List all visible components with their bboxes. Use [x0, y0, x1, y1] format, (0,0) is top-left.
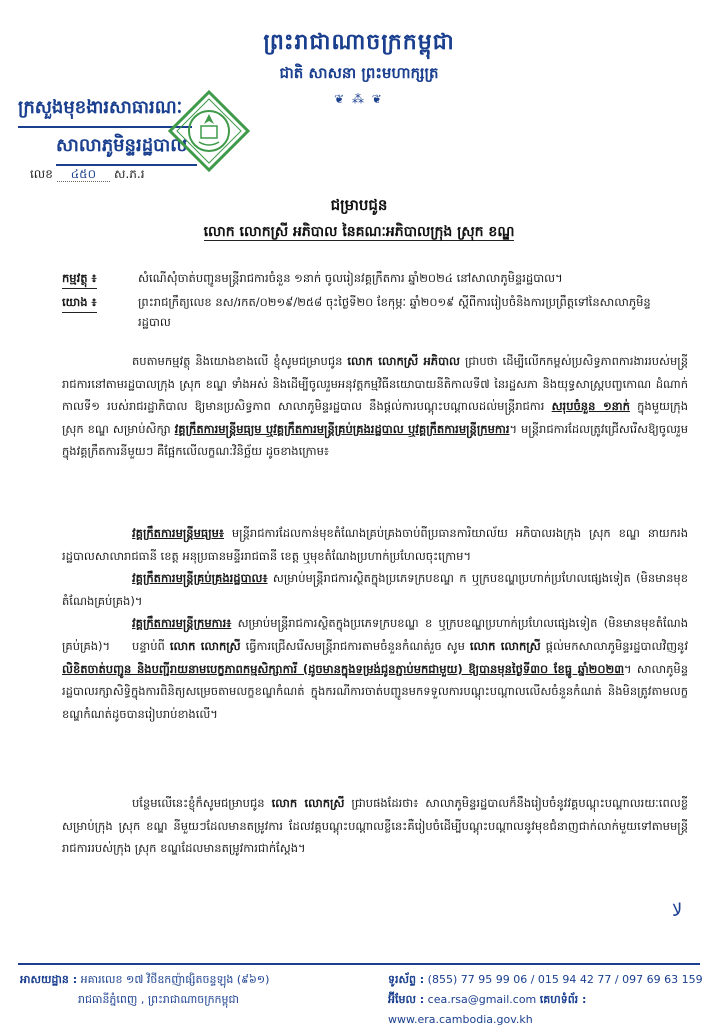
footer-contacts [388, 970, 718, 1030]
reference-number-line [30, 166, 145, 184]
subject-row [62, 268, 682, 288]
paragraph-short-course: បន្ថែមលើនេះខ្ញុំក៏សូមជម្រាបជូន លោក លោកស្រី ជ្រាបផងដែរថា៖ សាលាភូមិន្ទរដ្ឋបាលក៏នឹងរៀបចំនូវវគ្គបណ្ដុះបណ្ដាលរយៈពេលខ្លី សម្រាប់ក្រុង ស្រុក ខណ្ឌ នីមួយៗដែលមានតម្រូវការ ដែលវគ្គបណ្ដុះបណ្ដាលខ្លីនេះគឺរៀបចំដើម្បីបណ្ដុះបណ្ដាលនូវមុខជំនាញជាក់លាក់មួយទៅតាមមន្ត្រីរាជការរបស់ក្រុង ស្រុក ខណ្ឌដែលមានតម្រូវការជាក់ស្ដែង។ [62, 796, 688, 855]
paragraph-intro: តបតាមកម្មវត្ថុ និងយោងខាងលើ ខ្ញុំសូមជម្រាបជូន លោក លោកស្រី អភិបាល ជ្រាបថា ដើម្បីលើកកម្ពស់ប្រសិទ្ធភាពការងាររបស់មន្ត្រីរាជការនៅតាមរដ្ឋបាលក្រុង ស្រុក ខណ្ឌ ទាំងអស់ និងដើម្បីចូលរួមអនុវត្តកម្មវិធីនយោបាយនីតិកាលទី៧ នៃរដ្ឋសភា និងយុទ្ធសាស្ត្របញ្ចកោណ ដំណាក់កាលទី១ របស់រាជរដ្ឋាភិបាល ឱ្យមានប្រសិទ្ធភាព សាលាភូមិន្ទរដ្ឋបាល នឹងផ្ដល់ការបណ្ដុះបណ្ដាលដល់មន្ត្រីរាជការ សរុបចំនួន ១នាក់ ក្នុងមួយក្រុង ស្រុក ខណ្ឌ សម្រាប់សិក្សា វគ្គក្រឹតការមន្ត្រីមធ្យម ឬវគ្គក្រឹតការមន្ត្រីគ្រប់គ្រងរដ្ឋបាល ឬវគ្គក្រឹតការមន្ត្រីក្រមការ។ មន្ត្រីរាជការដែលត្រូវជ្រើសរើសឱ្យចូលរួមក្នុងវគ្គក្រឹតការនីមួយៗ គឺផ្អែកលើលក្ខណៈវិនិច្ឆ័យ ដូចខាងក្រោម៖ [62, 354, 689, 458]
national-motto: ជាតិ សាសនា ព្រះមហាក្សត្រ [279, 64, 439, 82]
subject-label: កម្មវត្ថុ ៖ [62, 268, 97, 289]
reference-row [62, 292, 682, 332]
ministry-name: ក្រសួងមុខងារសាធារណៈ [18, 90, 192, 128]
school-emblem-icon [168, 90, 250, 172]
address-label: អាសយដ្ឋាន : [20, 973, 78, 986]
ornament-divider-icon: ❦ ⁂ ❦ [334, 92, 384, 106]
subject-text: សំណើសុំចាត់បញ្ជូនមន្ត្រីរាជការចំនួន ១នាក់ ចូលរៀនវគ្គក្រឹតការ ឆ្នាំ២០២៤ នៅសាលាភូមិន្ទរដ្ឋបាល។ [138, 271, 563, 285]
addressee-salutation: ជម្រាបជូន [330, 196, 388, 214]
email-link[interactable]: cea.rsa@gmail.com [427, 993, 537, 1006]
criteria-item: វគ្គក្រឹតការមន្ត្រីគ្រប់គ្រងរដ្ឋបាល៖ សម្រាប់មន្ត្រីរាជការស្ថិតក្នុងប្រភេទក្របខណ្ឌ ក ឬក្របខណ្ឌប្រហាក់ប្រហែលផ្សេងទៀត (មិនមានមុខតំណែងគ្រប់គ្រង)។ [62, 571, 688, 608]
ref-prefix: លេខ [30, 167, 53, 181]
footer-address [20, 970, 269, 1010]
address-line2: រាជធានីភ្នំពេញ , ព្រះរាជាណាចក្រកម្ពុជា [78, 993, 239, 1006]
ref-number: ៤៥០ [57, 167, 111, 182]
paragraph-submission: បន្ទាប់ពី លោក លោកស្រី ធ្វើការជ្រើសរើសមន្ត្រីរាជការតាមចំនួនកំណត់រួច សូម លោក លោកស្រី ផ្ដល់មកសាលាភូមិន្ទរដ្ឋបាលវិញនូវ លិខិតចាត់បញ្ជូន និងបញ្ជីរាយនាមបេក្ខភាពកម្មសិក្សាការី (ដូចមានក្នុងទម្រង់ជូនភ្ជាប់មកជាមួយ) ឱ្យបានមុនថ្ងៃទី៣០ ខែធ្នូ ឆ្នាំ២០២៣។ សាលាភូមិន្ទរដ្ឋបាលរក្សាសិទ្ធិក្នុងការពិនិត្យសម្រេចតាមលក្ខខណ្ឌកំណត់ ក្នុងករណីការចាត់បញ្ជូនមកទទួលការបណ្ដុះបណ្ដាលលើសចំនួនកំណត់ និងមិនត្រូវតាមលក្ខខណ្ឌកំណត់ដូចបានរៀបរាប់ខាងលើ។ [62, 639, 688, 721]
ref-suffix: ស.ភ.រ [114, 167, 145, 181]
footer-divider [18, 963, 700, 965]
signature-mark: ﻻ [672, 900, 683, 921]
website-link[interactable]: www.era.cambodia.gov.kh [388, 1013, 533, 1026]
addressee-recipient: លោក លោកស្រី អភិបាល នៃគណៈអភិបាលក្រុង ស្រុក ខណ្ឌ [203, 224, 515, 240]
phone-value: (855) 77 95 99 06 / 015 94 42 77 / 097 69 63 159 [427, 973, 703, 986]
criteria-item: វគ្គក្រឹតការមន្ត្រីក្រមការ៖ សម្រាប់មន្ត្រីរាជការស្ថិតក្នុងប្រភេទក្របខណ្ឌ ខ ឬក្របខណ្ឌប្រហាក់ប្រហែលផ្សេងទៀត (មិនមានមុខតំណែងគ្រប់គ្រង)។ [62, 616, 688, 653]
address-line1: អគារលេខ ១៧ វិថីឧកញ៉ាផ្សិតចន្ទឡុង (៩៦១) [80, 973, 270, 986]
reference-label: យោង ៖ [62, 292, 97, 313]
criteria-item: វគ្គក្រឹតការមន្ត្រីមធ្យម៖ មន្ត្រីរាជការដែលកាន់មុខតំណែងគ្រប់គ្រងចាប់ពីប្រធានការិយាល័យ អភិបាលរងក្រុង ស្រុក ខណ្ឌ នាយករងរដ្ឋបាលសាលារាជធានី ខេត្ត អនុប្រធានមន្ទីររាជធានី ខេត្ត ឬមុខតំណែងប្រហាក់ប្រហែលចុះក្រោម។ [62, 526, 688, 563]
kingdom-title: ព្រះរាជាណាចក្រកម្ពុជា [263, 30, 455, 55]
school-name: សាលាភូមិន្ទរដ្ឋបាល [56, 128, 197, 166]
phone-label: ទូរស័ព្ទ : [388, 973, 425, 986]
email-label: អ៊ីមែល : [388, 993, 425, 1006]
website-label: គេហទំព័រ : [539, 993, 587, 1006]
reference-text: ព្រះរាជក្រឹត្យលេខ នស/រកត/០២១៩/២៥៨ ចុះថ្ងៃទី២០ ខែកុម្ភៈ ឆ្នាំ២០១៩ ស្ដីពីការរៀបចំនិងការប្រព្រឹត្តទៅនៃសាលាភូមិន្ទរដ្ឋបាល [138, 295, 651, 329]
